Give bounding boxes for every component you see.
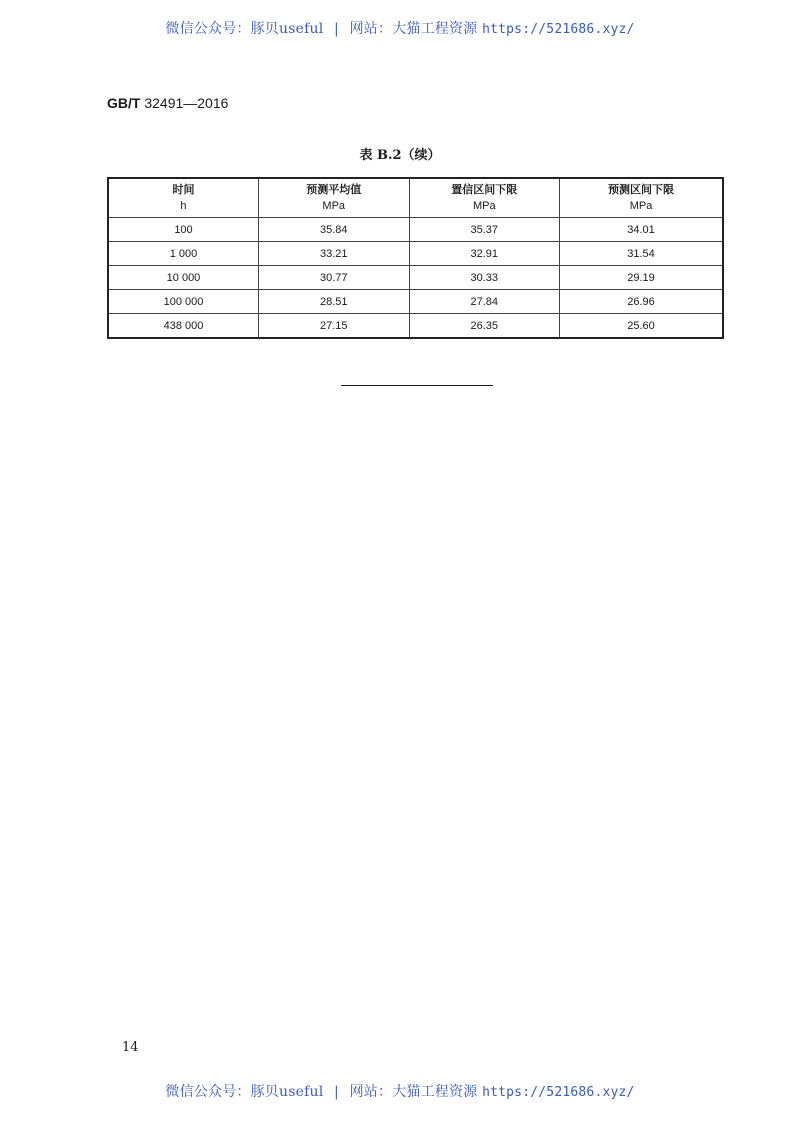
- header-predicted-mean: [258, 178, 409, 218]
- header-time: [108, 178, 258, 218]
- table-cell: 10 000: [108, 266, 258, 290]
- table-cell: 29.19: [560, 266, 723, 290]
- table-cell: 438 000: [108, 314, 258, 339]
- table-cell: 27.84: [409, 290, 560, 314]
- watermark-separator: |: [334, 21, 339, 37]
- watermark-wechat: 微信公众号：豚贝useful: [165, 1084, 324, 1100]
- table-cell: 25.60: [560, 314, 723, 339]
- header-label: 时间: [172, 183, 195, 196]
- table-cell: 30.77: [258, 266, 409, 290]
- standard-prefix: GB/T: [107, 95, 141, 111]
- table-cell: 33.21: [258, 242, 409, 266]
- table-cell: 1 000: [108, 242, 258, 266]
- watermark-top: [0, 18, 800, 38]
- table-row: [108, 314, 723, 339]
- table-row: [108, 290, 723, 314]
- header-label: 预测区间下限: [608, 183, 674, 196]
- table-title: 表 B.2（续）: [359, 148, 441, 163]
- table-cell: 31.54: [560, 242, 723, 266]
- table-cell: 28.51: [258, 290, 409, 314]
- watermark-site: 网站：大猫工程资源: [349, 1084, 478, 1100]
- watermark-url: https://521686.xyz/: [482, 1085, 635, 1100]
- table-cell: 27.15: [258, 314, 409, 339]
- table-row: [108, 242, 723, 266]
- standard-code: [107, 95, 228, 111]
- header-confidence-lower: [409, 178, 560, 218]
- table-cell: 100: [108, 218, 258, 242]
- watermark-url: https://521686.xyz/: [482, 22, 635, 37]
- table-cell: 30.33: [409, 266, 560, 290]
- table-cell: 35.84: [258, 218, 409, 242]
- header-label: 置信区间下限: [451, 183, 518, 196]
- watermark-separator: |: [334, 1084, 339, 1100]
- watermark-bottom: [0, 1081, 800, 1101]
- table-row: [108, 266, 723, 290]
- header-unit: h: [180, 200, 187, 212]
- table-cell: 35.37: [409, 218, 560, 242]
- table-cell: 100 000: [108, 290, 258, 314]
- watermark-site: 网站：大猫工程资源: [349, 21, 478, 37]
- header-unit: MPa: [322, 200, 346, 212]
- table-cell: 34.01: [560, 218, 723, 242]
- table-header-row: [108, 178, 723, 218]
- table-cell: 26.96: [560, 290, 723, 314]
- header-unit: MPa: [472, 200, 496, 212]
- table-row: [108, 218, 723, 242]
- watermark-wechat: 微信公众号：豚贝useful: [165, 21, 324, 37]
- table-cell: 26.35: [409, 314, 560, 339]
- standard-number: 32491—2016: [144, 95, 229, 111]
- header-prediction-lower: [560, 178, 723, 218]
- header-label: 预测平均值: [306, 183, 362, 196]
- data-table: [107, 177, 724, 339]
- header-unit: MPa: [629, 200, 653, 212]
- end-of-section-rule: [341, 385, 493, 386]
- table-cell: 32.91: [409, 242, 560, 266]
- page-number: 14: [122, 1040, 139, 1055]
